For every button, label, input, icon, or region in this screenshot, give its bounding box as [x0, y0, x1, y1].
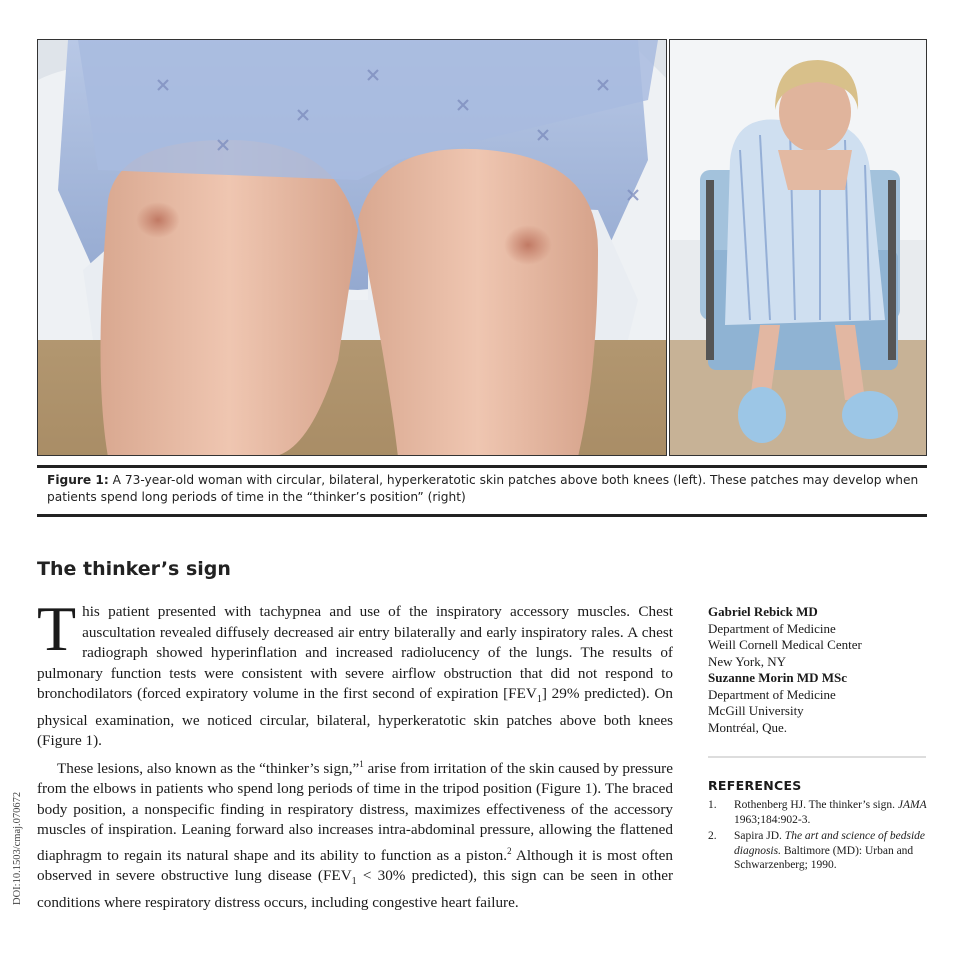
author-affiliation: Weill Cornell Medical Center: [708, 637, 862, 652]
author-name: Gabriel Rebick MD: [708, 604, 818, 619]
reference-book-title: The art and science of bedside diagnosis.: [734, 830, 926, 857]
author-affiliation: Montréal, Que.: [708, 719, 788, 735]
reference-item: [708, 829, 930, 873]
reference-text: Rothenberg HJ. The thinker’s sign.: [734, 799, 898, 811]
paragraph-2-d: < 30% predicted), this sign can be seen in other conditions where respiratory distress occurs, including congestive heart failure.: [37, 867, 673, 911]
citation-1: 1: [359, 758, 364, 769]
caption-rule-bottom: [37, 514, 927, 517]
thinker-position-photo: [669, 39, 927, 456]
paragraph-2-b: arise from irritation of the skin caused by pressure from the elbows in patients who spend long periods of time in the tripod position (Figure 1). The braced body position, a nonspecific finding in respiratory distress, maximizes effectiveness of the accessory muscles of inspiration. Leaning forward also increases intra-abdominal pressure, allowing the flattened diaphragm to regain its natural shape and its ability to function as a piston.: [37, 759, 673, 864]
reference-number: 1.: [708, 799, 717, 811]
reference-journal: JAMA: [897, 799, 927, 811]
paragraph-1: [37, 593, 673, 752]
drop-cap: T: [37, 593, 77, 664]
article-title: The thinker’s sign: [37, 558, 231, 580]
sidebar-divider: [708, 756, 926, 758]
caption-label: Figure 1:: [47, 473, 109, 487]
fev-subscript-1: 1: [536, 694, 542, 706]
reference-citation: 1963;184:902-3.: [734, 813, 811, 826]
references-list: [708, 798, 930, 875]
author-name: Suzanne Morin MD MSc: [708, 670, 848, 685]
reference-citation: Baltimore (MD): Urban and Schwarzenberg; 1990.: [734, 844, 914, 871]
paragraph-2-a: These lesions, also known as the “thinker’s sign,”: [57, 759, 360, 777]
figure-caption: [47, 472, 922, 506]
author-affiliation: McGill University: [708, 703, 804, 718]
figure-1: [37, 39, 927, 456]
reference-item: [708, 798, 930, 827]
author-block: [708, 604, 930, 736]
author-affiliation: Department of Medicine: [708, 620, 836, 636]
caption-text: A 73-year-old woman with circular, bilateral, hyperkeratotic skin patches above both knees (left). These patches may develop when patients spend long periods of time in the “thinker’s position” (right): [47, 473, 919, 504]
author-affiliation: New York, NY: [708, 653, 787, 669]
knees-photo: [37, 39, 667, 456]
fev-subscript-2: 1: [351, 876, 357, 888]
reference-text: Sapira JD.: [734, 830, 785, 842]
citation-2: 2: [507, 845, 512, 856]
paragraph-2: [37, 754, 673, 914]
paragraph-1-end: ] 29% predicted). On physical examination, we noticed circular, bilateral, hyperkeratotic skin patches above both knees (Figure 1).: [37, 685, 673, 750]
references-heading: REFERENCES: [708, 778, 802, 793]
author-affiliation: Department of Medicine: [708, 686, 836, 702]
reference-number: 2.: [708, 830, 717, 842]
doi-label: DOI:10.1503/cmaj.070672: [12, 791, 23, 905]
caption-rule-top: [37, 465, 927, 468]
paragraph-1-text: his patient presented with tachypnea and use of the inspiratory accessory muscles. Chest auscultation revealed diffusely decreased air entry bilaterally and early inspiratory rales. A chest radiograph showed hyperinflation and increased radiolucency of the lungs. The results of pulmonary function tests were consistent with severe airflow obstruction that did not respond to bronchodilators (forced expiratory volume in the first second of expiration [FEV: [37, 603, 673, 702]
article-body: [37, 593, 673, 913]
paragraph-2-c: Although it is most often observed in severe obstructive lung disease (FEV: [37, 846, 673, 885]
